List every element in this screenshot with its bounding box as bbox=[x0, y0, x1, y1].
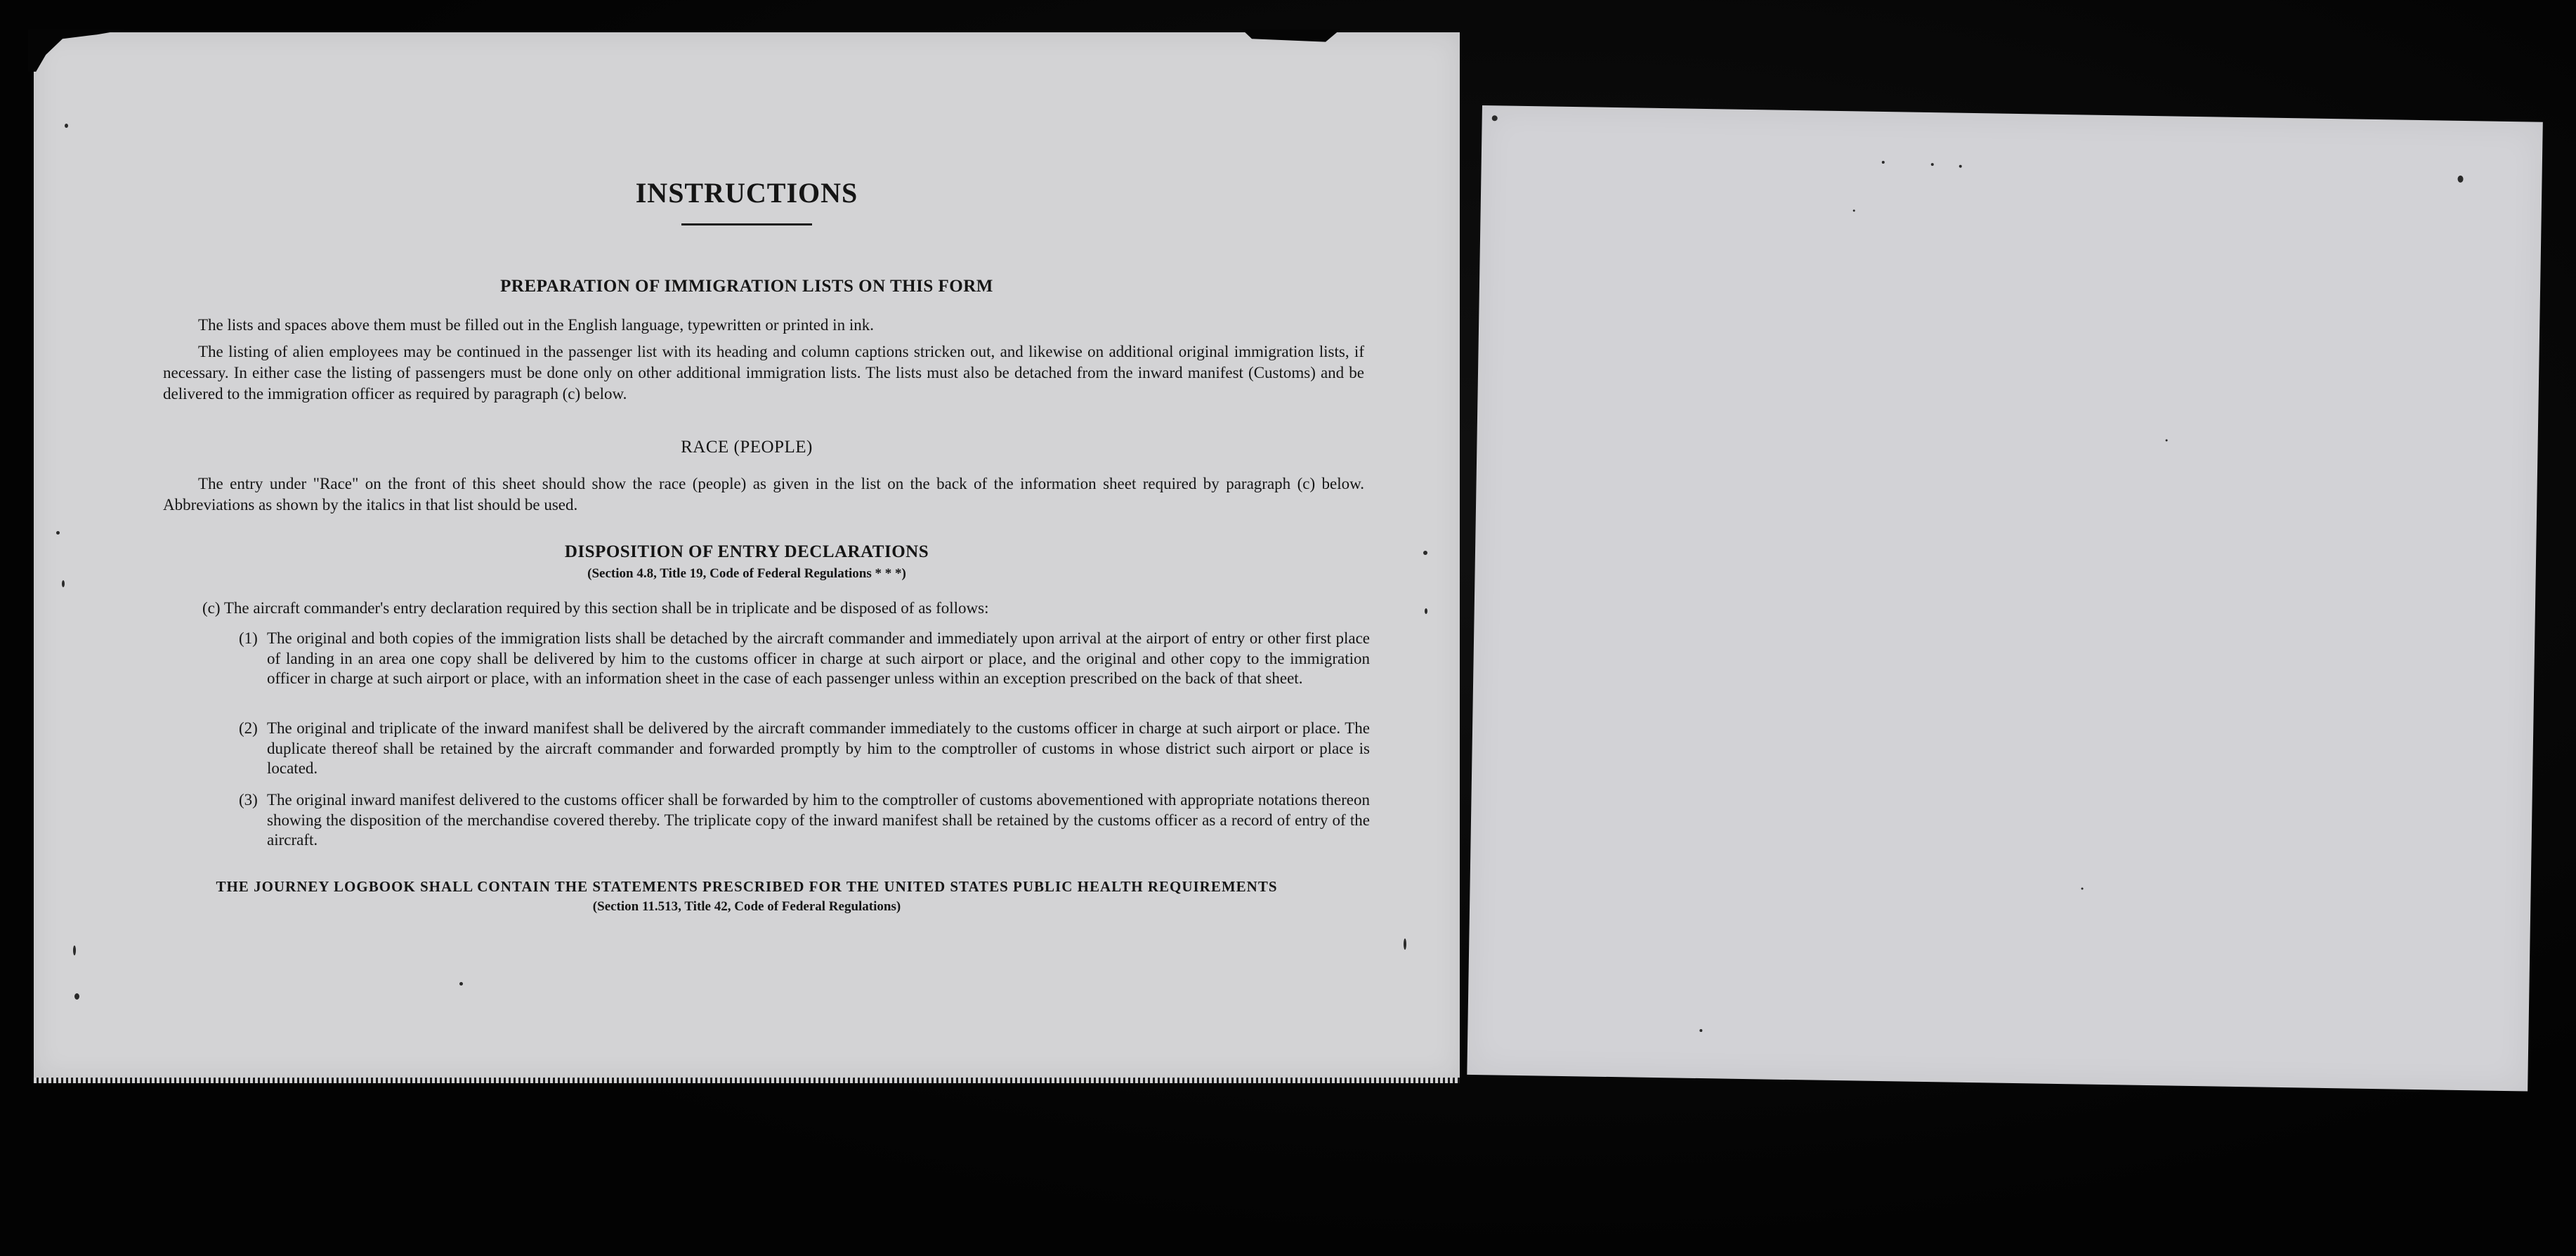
disposition-item-1 bbox=[239, 629, 1370, 689]
disposition-subheading: (Section 4.8, Title 19, Code of Federal Regulations * * *) bbox=[587, 566, 906, 581]
scan-speck bbox=[1423, 551, 1427, 555]
logbook-statement: THE JOURNEY LOGBOOK SHALL CONTAIN THE STATEMENTS PRESCRIBED FOR THE UNITED STATES PUBLIC HEALTH REQUIREMENTS bbox=[216, 878, 1278, 895]
scan-speck bbox=[73, 946, 76, 955]
item-text: The original and both copies of the immigration lists shall be detached by the aircraft commander and immediately upon arrival at the airport of entry or other first place of landing in an area one copy shall be delivered by him to the customs officer in charge at such airport or place, and the original and other copy to the immigration officer in charge at such airport or place, with an information sheet in the case of each passenger unless within an exception prescribed on the back of that sheet. bbox=[267, 629, 1370, 687]
scan-speck bbox=[1853, 209, 1855, 211]
item-text: The original and triplicate of the inward manifest shall be delivered by the aircraft commander immediately to the customs officer in charge at such airport or place. The duplicate thereof shall be retained by the aircraft commander and forwarded promptly by him to the comptroller of customs in whose district such airport or place is located. bbox=[267, 719, 1370, 777]
scan-speck bbox=[1931, 163, 1934, 166]
instructions-content bbox=[34, 32, 1460, 1079]
item-number: (1) bbox=[239, 629, 258, 647]
disposition-heading: DISPOSITION OF ENTRY DECLARATIONS bbox=[564, 542, 929, 561]
scan-speck bbox=[1425, 608, 1427, 614]
title-underline bbox=[681, 223, 812, 225]
blank-sheet bbox=[1467, 105, 2542, 1092]
preparation-paragraph-2 bbox=[163, 341, 1364, 405]
disposition-item-3 bbox=[239, 790, 1370, 851]
scan-speck bbox=[459, 982, 463, 986]
scan-speck bbox=[2166, 439, 2168, 441]
scan-speck bbox=[1492, 115, 1498, 121]
scan-speck bbox=[2457, 176, 2463, 183]
item-number: (3) bbox=[239, 791, 258, 809]
race-paragraph bbox=[163, 473, 1364, 516]
scan-speck bbox=[62, 580, 65, 587]
scan-speck bbox=[1699, 1029, 1702, 1032]
item-text: The original inward manifest delivered to the customs officer shall be forwarded by him to the comptroller of customs abovementioned with appropriate notations thereon showing the disposition of the merchandise covered thereby. The triplicate copy of the inward manifest shall be retained by the customs officer as a record of entry of the aircraft. bbox=[267, 791, 1370, 849]
scan-speck bbox=[1404, 938, 1406, 950]
race-heading: RACE (PEOPLE) bbox=[681, 438, 813, 457]
scan-speck bbox=[1882, 161, 1885, 164]
scan-speck bbox=[2081, 888, 2084, 890]
preparation-paragraph-2-text: The listing of alien employees may be continued in the passenger list with its heading and column captions stricken out, and likewise on additional original immigration lists, if necessary. In either case the listing of passengers must be done only on other additional immigration lists. The lists must also be detached from the inward manifest (Customs) and be delivered to the immigration officer as required by paragraph (c) below. bbox=[163, 343, 1364, 403]
disposition-intro: (c) The aircraft commander's entry declaration required by this section shall be in triplicate and be disposed of as follows: bbox=[202, 599, 989, 617]
preparation-paragraph-1 bbox=[163, 315, 1364, 336]
scan-speck bbox=[1959, 165, 1962, 168]
instructions-sheet bbox=[34, 32, 1460, 1079]
preparation-paragraph-1-text: The lists and spaces above them must be filled out in the English language, typewritten or printed in ink. bbox=[198, 316, 874, 334]
disposition-item-2 bbox=[239, 719, 1370, 779]
scan-speck bbox=[74, 993, 79, 1000]
preparation-heading: PREPARATION OF IMMIGRATION LISTS ON THIS FORM bbox=[500, 277, 993, 296]
race-paragraph-text: The entry under "Race" on the front of this sheet should show the race (people) as given in the list on the back of the information sheet required by paragraph (c) below. Abbreviations as shown by the italics in that list should be used. bbox=[163, 475, 1364, 513]
page-title: INSTRUCTIONS bbox=[635, 177, 858, 209]
scan-speck bbox=[65, 124, 68, 128]
scan-speck bbox=[56, 531, 60, 535]
item-number: (2) bbox=[239, 719, 258, 737]
logbook-citation: (Section 11.513, Title 42, Code of Federal Regulations) bbox=[592, 899, 901, 914]
